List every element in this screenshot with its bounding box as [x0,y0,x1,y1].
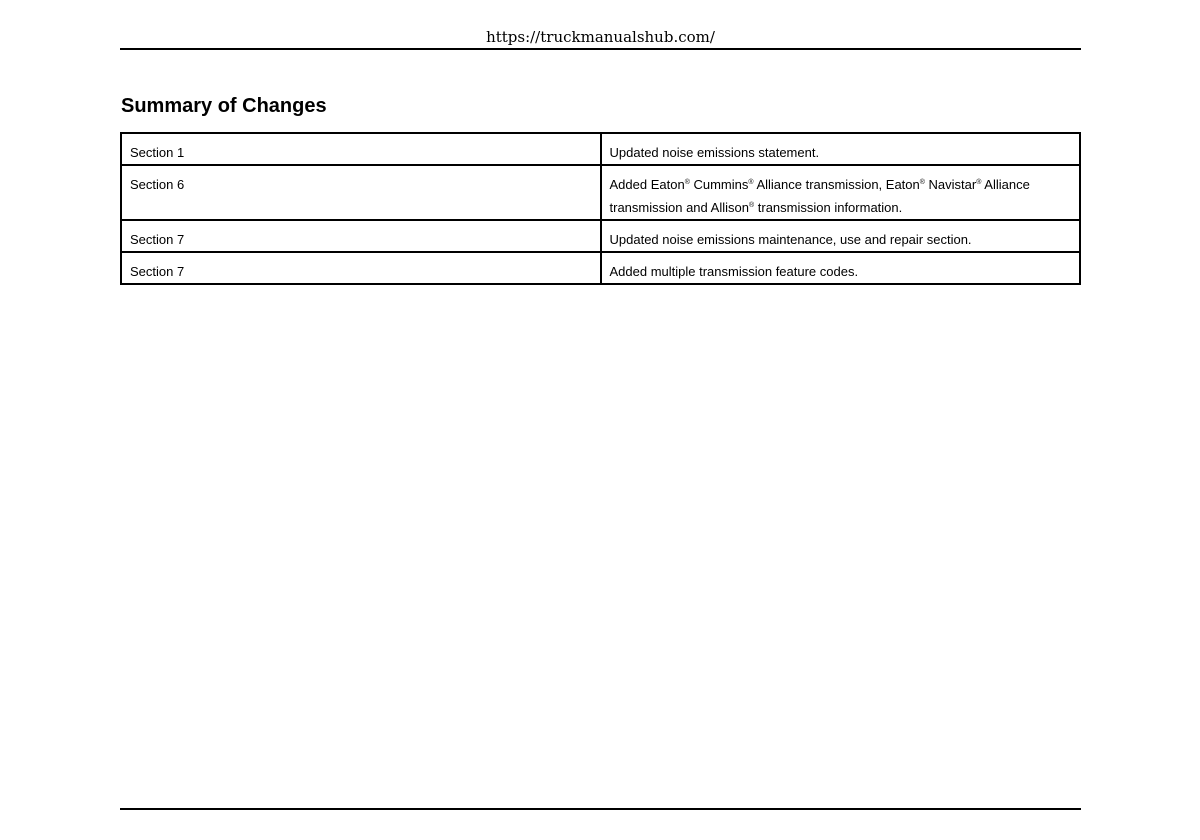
summary-of-changes-table [120,132,1081,285]
footer-divider [120,808,1081,810]
description-text: Alliance transmission and Allison [609,177,1030,215]
registered-mark: ® [976,179,982,186]
table-row [121,165,1080,220]
registered-mark: ® [748,179,754,186]
page-title: Summary of Changes [121,95,327,117]
section-cell: Section 7 [121,252,601,284]
header-divider [120,48,1081,50]
description-text: Cummins [689,177,749,192]
table-row [121,252,1080,284]
section-cell: Section 1 [121,133,601,165]
section-cell: Section 6 [121,165,601,220]
table-row [121,220,1080,252]
description-text: transmission information. [754,200,903,215]
description-cell: Updated noise emissions statement. [601,133,1081,165]
table-row [121,133,1080,165]
description-text: Added Eaton [609,177,685,192]
section-cell: Section 7 [121,220,601,252]
page-header-url: https://truckmanualshub.com/ [486,28,715,46]
description-cell: Added multiple transmission feature codes. [601,252,1081,284]
description-text: Alliance transmission, Eaton [753,177,920,192]
description-cell [601,165,1081,220]
registered-mark: ® [684,179,690,186]
description-text: Navistar [924,177,977,192]
description-cell: Updated noise emissions maintenance, use and repair section. [601,220,1081,252]
registered-mark: ® [919,179,925,186]
registered-mark: ® [748,202,755,209]
